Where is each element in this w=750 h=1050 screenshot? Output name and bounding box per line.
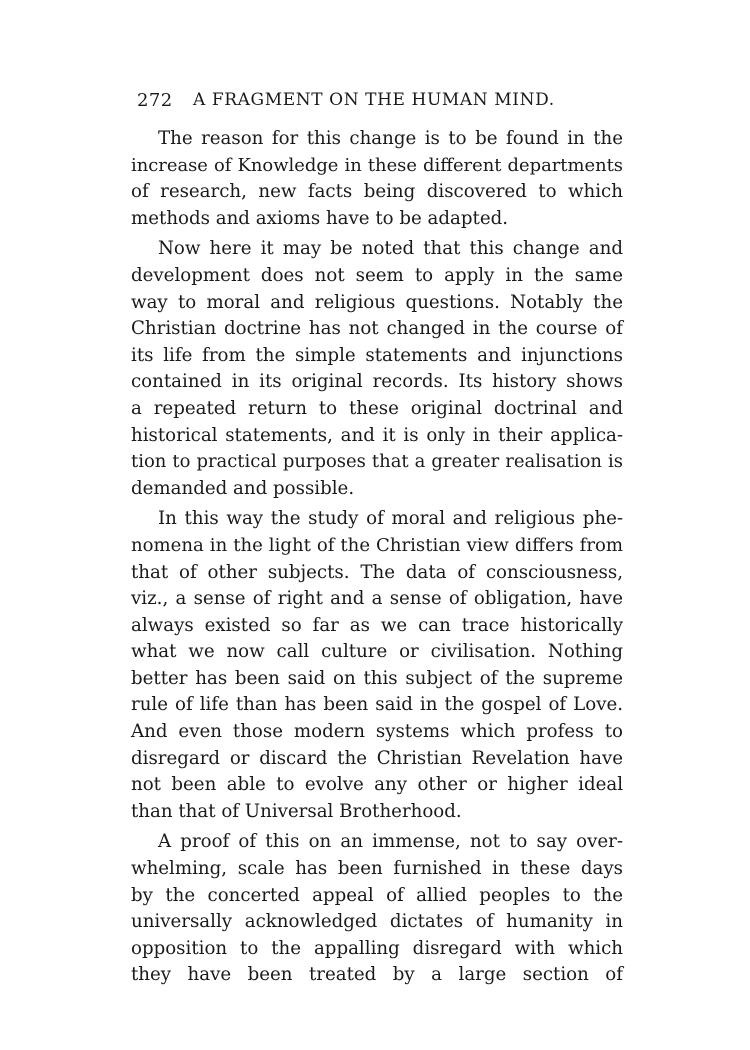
text-line: In this way the study of moral and religious phe-	[158, 508, 624, 530]
text-line: A proof of this on an immense, not to say over-	[158, 831, 623, 853]
body-text	[131, 126, 623, 989]
text-line: disregard or discard the Christian Revelation have	[131, 747, 623, 769]
text-line: nomena in the light of the Christian view differs from	[131, 534, 623, 556]
text-line: they have been treated by a large section of	[131, 964, 623, 986]
text-line: And even those modern systems which profess to	[131, 721, 623, 743]
text-line: always existed so far as we can trace historically	[131, 614, 624, 636]
text-line: a repeated return to these original doctrinal and	[131, 397, 623, 419]
text-line: demanded and possible.	[131, 477, 355, 499]
text-line: methods and axioms have to be adapted.	[131, 207, 509, 229]
text-line: its life from the simple statements and injunctions	[131, 344, 623, 366]
text-line: contained in its original records. Its history shows	[131, 371, 623, 393]
text-line: opposition to the appalling disregard with which	[131, 937, 624, 959]
running-head	[137, 90, 577, 116]
text-line: by the concerted appeal of allied peoples to the	[131, 884, 624, 906]
paragraph-2	[131, 236, 623, 502]
text-line: that of other subjects. The data of consciousness,	[131, 561, 623, 583]
paragraph-3	[131, 506, 623, 825]
text-line: Now here it may be noted that this change and	[158, 238, 623, 260]
text-line: what we now call culture or civilisation. Nothing	[131, 641, 623, 663]
text-line: whelming, scale has been furnished in these days	[131, 858, 623, 880]
text-line: way to moral and religious questions. Notably the	[131, 291, 623, 313]
paragraph-1	[131, 126, 623, 232]
text-line: historical statements, and it is only in their applica-	[131, 424, 624, 446]
page-number: 272	[137, 90, 173, 111]
text-line: viz., a sense of right and a sense of obligation, have	[131, 588, 623, 610]
text-line: rule of life than has been said in the gospel of Love.	[131, 694, 624, 716]
text-line: not been able to evolve any other or higher ideal	[131, 774, 624, 796]
text-line: of research, new facts being discovered to which	[131, 181, 623, 203]
text-line: development does not seem to apply in the same	[131, 264, 623, 286]
text-line: Christian doctrine has not changed in the course of	[131, 318, 623, 340]
text-line: than that of Universal Brotherhood.	[131, 800, 462, 822]
text-line: The reason for this change is to be found in the	[158, 128, 624, 149]
text-line: increase of Knowledge in these different departments	[131, 154, 623, 176]
text-line: tion to practical purposes that a greater realisation is	[131, 451, 623, 473]
text-line: better has been said on this subject of the supreme	[131, 667, 623, 689]
running-title: A FRAGMENT ON THE HUMAN MIND.	[193, 90, 555, 110]
paragraph-4	[131, 829, 623, 989]
text-line: universally acknowledged dictates of humanity in	[131, 911, 623, 933]
